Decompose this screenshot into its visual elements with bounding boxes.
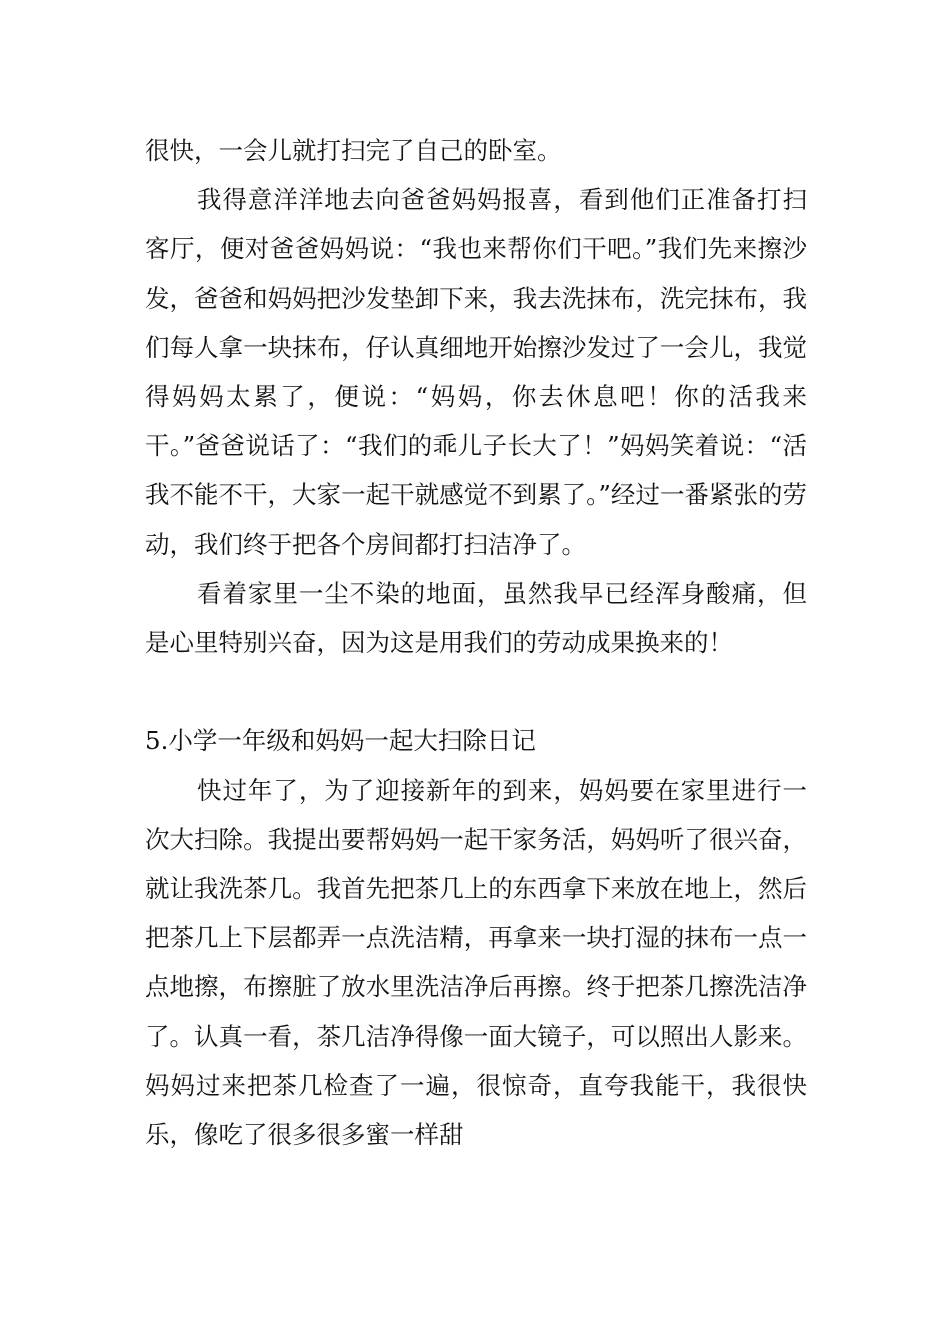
- paragraph-cleaning-living-room: 我得意洋洋地去向爸爸妈妈报喜，看到他们正准备打扫客厅，便对爸爸妈妈说：“我也来帮你们干吧。”我们先来擦沙发，爸爸和妈妈把沙发垫卸下来，我去洗抹布，洗完抹布，我们每人拿一块抹布，仔认真细地开始擦沙发过了一会儿，我觉得妈妈太累了，便说：“妈妈，你去休息吧！你的活我来干。”爸爸说话了：“我们的乖儿子长大了！”妈妈笑着说：“活我不能不干，大家一起干就感觉不到累了。”经过一番紧张的劳动，我们终于把各个房间都打扫洁净了。: [145, 185, 807, 559]
- paragraph-tea-table: 快过年了，为了迎接新年的到来，妈妈要在家里进行一次大扫除。我提出要帮妈妈一起干家务活，妈妈听了很兴奋，就让我洗茶几。我首先把茶几上的东西拿下来放在地上，然后把茶几上下层都弄一点洗洁精，再拿来一块打湿的抹布一点一点地擦，布擦脏了放水里洗洁净后再擦。终于把茶几擦洗洁净了。认真一看，茶几洁净得像一面大镜子，可以照出人影来。妈妈过来把茶几检查了一遍，很惊奇，直夸我能干，我很快乐，像吃了很多很多蜜一样甜: [145, 775, 807, 1150]
- paragraph-continuation: 很快，一会儿就打扫完了自己的卧室。: [145, 136, 562, 165]
- section-heading: 5.小学一年级和妈妈一起大扫除日记: [145, 726, 536, 756]
- paragraph-conclusion: 看着家里一尘不染的地面，虽然我早已经浑身酸痛，但是心里特别兴奋，因为这是用我们的劳动成果换来的！: [145, 578, 807, 658]
- document-body: [145, 126, 807, 1159]
